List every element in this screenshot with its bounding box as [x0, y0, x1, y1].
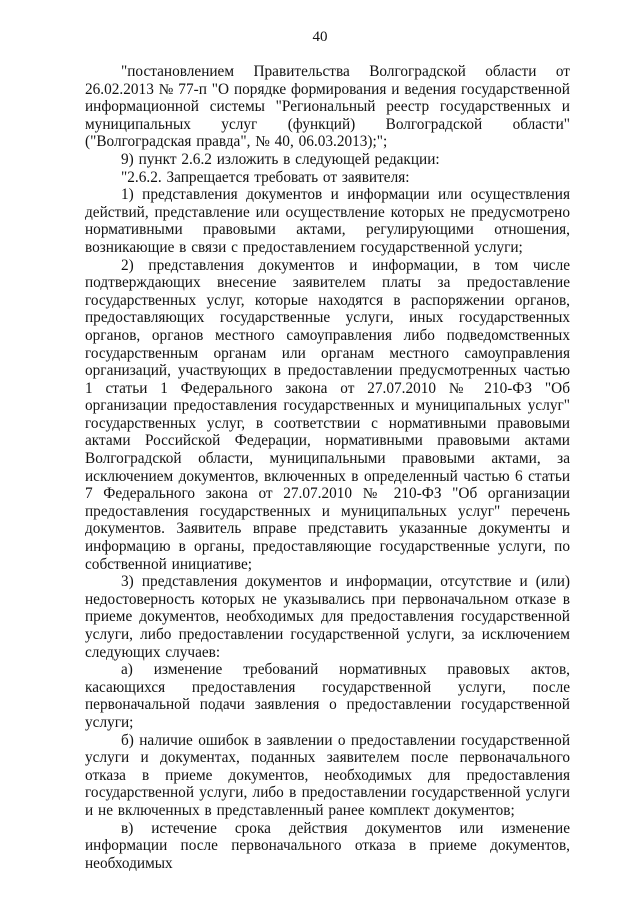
page-number: 40: [312, 29, 328, 45]
paragraph-case-v: в) истечение срока действия документов или изменение информации после первоначального отказа в приеме документов, необходимых: [85, 819, 570, 872]
paragraph-subitem-1: 1) представления документов и информации или осуществления действий, представление или осуществление которых не предусмотрено нормативными правовыми актами, регулирующими отношения, возникающие в связи с предоставлением государственной услуги;: [85, 186, 570, 256]
paragraph-case-b: б) наличие ошибок в заявлении о предоставлении государственной услуги и документах, поданных заявителем после первоначального отказа в приеме документов, необходимых для предоставления государственной услуги, либо в предоставлении государственной услуги и не включенных в представленный ранее комплект документов;: [85, 731, 570, 819]
paragraph-item-9: 9) пункт 2.6.2 изложить в следующей редакции:: [121, 150, 440, 168]
paragraph-subitem-2: 2) представления документов и информации, в том числе подтверждающих внесение заявителем платы за предоставление государственных услуг, которые находятся в распоряжении органов, предоставляющих государственные услуги, иных государственных органов, органов местного самоуправления либо подведомственных государственным органам или органам местного самоуправления организаций, участвующих в предоставлении предусмотренных частью 1 статьи 1 Федерального закона от 27.07.2010 № 210-ФЗ "Об организации предоставления государственных и муниципальных услуг" государственных услуг, в соответствии с нормативными правовыми актами Российской Федерации, нормативными правовыми актами Волгоградской области, муниципальными правовыми актами, за исключением документов, включенных в определенный частью 6 статьи 7 Федерального закона от 27.07.2010 № 210-ФЗ "Об организации предоставления государственных и муниципальных услуг" перечень документов. Заявитель вправе представить указанные документы и информацию в органы, предоставляющие государственные услуги, по собственной инициативе;: [85, 256, 570, 573]
paragraph-case-a: а) изменение требований нормативных правовых актов, касающихся предоставления государственной услуги, после первоначальной подачи заявления о предоставлении государственной услуги;: [85, 661, 570, 731]
paragraph-clause-2-6-2: "2.6.2. Запрещается требовать от заявителя:: [121, 168, 410, 186]
paragraph-resolution-reference: "постановлением Правительства Волгоградской области от 26.02.2013 № 77-п "О порядке формирования и ведения государственной информационной системы "Региональный реестр государственных и муниципальных услуг (функций) Волгоградской области" ("Волгоградская правда", № 40, 06.03.2013);";: [85, 63, 570, 151]
document-body: [85, 63, 570, 872]
paragraph-subitem-3: 3) представления документов и информации, отсутствие и (или) недостоверность которых не указывались при первоначальном отказе в приеме документов, необходимых для предоставления государственной услуги, либо предоставлении государственной услуги, за исключением следующих случаев:: [85, 573, 570, 661]
